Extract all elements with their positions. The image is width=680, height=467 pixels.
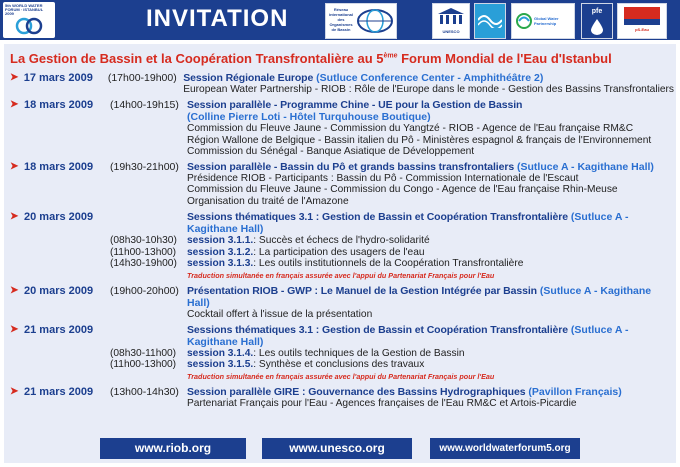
entry-venue: (Sutluce Conference Center - Amphithéâtre 2) [313,72,544,84]
entry-date: 18 mars 2009 [24,99,94,112]
entry-time: (17h00-19h00) [107,72,177,84]
entry-title: Session parallèle - Programme Chine - UE pour la Gestion de Bassin [187,99,523,112]
arrow-icon: ➤ [10,211,19,223]
globe-icon [356,8,394,34]
entry-venue: (Sutluce A - Kagithane Hall) [187,323,629,348]
page-title: INVITATION [146,5,289,32]
translation-note: Traduction simultanée en français assurée avec l'appui du Partenariat Français pour l'Eau [187,371,495,381]
entry-time: (19h00-20h00) [110,284,179,297]
entry-date: 20 mars 2009 [24,211,94,224]
headline [10,51,670,66]
entry-venue: (Pavillon Français) [525,385,622,398]
pfe-logo-text: pfe [591,8,603,15]
gwp-logo-text: Global Water Partnership [534,16,559,26]
entry-title: Session parallèle - Bassin du Pô et grands bassins transfrontaliers [187,161,515,174]
session-desc: : La participation des usagers de l'eau [253,246,425,258]
unesco-link[interactable]: www.unesco.org [262,438,412,459]
agenda-entry [10,72,674,95]
session-desc: : Synthèse et conclusions des travaux [253,359,425,371]
entry-title: Sessions thématiques 3.1 : Gestion de Bassin et Coopération Transfrontalière [187,323,569,336]
session-line [10,247,674,259]
pseau-logo [617,3,667,39]
entry-line: Commission du Fleuve Jaune - Commission du Congo - Agence de l'Eau française Rhin-Meuse [187,184,618,196]
riob-logo-text: Réseau international des Organismes de Bassin [328,7,353,32]
session-id: session 3.1.2. [187,246,254,258]
entry-time: (13h00-14h30) [110,385,179,398]
session-id: session 3.1.5. [187,359,254,371]
entry-title: Présentation RIOB - GWP : Le Manuel de la Gestion Intégrée par Bassin [187,284,537,297]
entry-date: 18 mars 2009 [24,161,94,174]
entry-line: Partenariat Français pour l'Eau - Agences françaises de l'Eau RM&C et Artois-Picardie [187,397,577,409]
entry-title: Session Régionale Europe [183,72,314,84]
headline-suffix: Forum Mondial de l'Eau d'Istanbul [397,51,612,66]
headline-prefix: La Gestion de Bassin et la Coopération Transfrontalière au 5 [10,51,384,66]
pfe-logo [581,3,613,39]
arrow-icon: ➤ [10,323,19,335]
pseau-logo-text: pS-Eau [635,27,649,32]
session-time: (11h00-13h00) [110,246,177,258]
unesco-logo-text: UNESCO [442,29,460,34]
entry-line: Région Wallone de Belgique - Bassin italien du Pô - Ministères espagnol & français de l'Environnement [187,134,652,146]
entry-line: Cocktail offert à l'issue de la présentation [187,308,373,320]
worldwaterforum-link[interactable]: www.worldwaterforum5.org [430,438,580,459]
entry-line: Présidence RIOB - Participants : Bassin du Pô - Commission Internationale de l'Escaut [187,173,579,185]
entry-time: (19h30-21h00) [110,161,179,174]
temple-icon [438,8,464,26]
entry-line: Commission du Sénégal - Banque Asiatique de Développement [187,145,475,157]
translation-note: Traduction simultanée en français assurée avec l'appui du Partenariat Français pour l'Eau [187,270,495,280]
forum-logo-text: 5th WORLD WATER FORUM · ISTANBUL 2009 [5,3,44,16]
arrow-icon: ➤ [10,72,19,83]
entry-line: Commission du Fleuve Jaune - Commission du Yangtzé - RIOB - Agence de l'Eau française RM&C [187,123,634,135]
session-time: (08h30-11h00) [110,347,177,359]
session-line [10,258,674,270]
headline-sup: ème [383,52,398,60]
world-water-forum-logo [3,2,55,38]
entry-title: Session parallèle GIRE : Gouvernance des Bassins Hydrographiques [187,385,526,398]
session-time: (08h30-10h30) [110,235,177,247]
session-id: session 3.1.3. [187,258,254,270]
agenda-entry [10,386,674,409]
entry-time: (14h00-19h15) [110,99,179,112]
riob-logo [325,3,397,39]
session-line [10,359,674,371]
session-time: (11h00-13h00) [110,359,177,371]
session-id: session 3.1.4. [187,347,254,359]
agenda-entry [10,285,674,320]
wave-logo [474,3,506,39]
session-desc: : Les outils techniques de la Gestion de Bassin [253,347,465,359]
entry-venue: (Colline Pierre Loti - Hôtel Turquhouse Boutique) [187,111,431,124]
drop-icon [588,19,606,35]
entry-date: 21 mars 2009 [24,385,94,398]
unesco-logo [432,3,470,39]
arrow-icon: ➤ [10,385,19,397]
agenda-entry [10,211,674,281]
entry-title: Sessions thématiques 3.1 : Gestion de Bassin et Coopération Transfrontalière [187,211,569,224]
agenda-list [10,72,674,413]
agenda-entry [10,324,674,382]
entry-line: Organisation du traité de l'Amazone [187,195,349,207]
session-desc: : Les outils institutionnels de la Coopération Transfrontalière [253,258,524,270]
session-desc: : Succès et échecs de l'hydro-solidarité [253,235,430,247]
entry-venue: (Sutluce A - Kagithane Hall) [187,284,652,309]
agenda-entry [10,99,674,157]
riob-link[interactable]: www.riob.org [100,438,246,459]
entry-date: 21 mars 2009 [24,323,94,336]
entry-date: 17 mars 2009 [23,72,93,84]
entry-venue: (Sutluce A - Kagithane Hall) [187,211,629,236]
session-line [10,235,674,247]
session-time: (14h30-19h00) [110,258,177,270]
arrow-icon: ➤ [10,284,19,296]
session-line [10,348,674,360]
flag-icon [624,7,660,25]
arrow-icon: ➤ [10,99,19,111]
session-id: session 3.1.1. [187,235,254,247]
footer-links [0,436,680,462]
entry-venue: (Sutluce A - Kagithane Hall) [514,161,654,174]
swirl-icon [515,12,533,30]
arrow-icon: ➤ [10,161,19,173]
agenda-entry [10,161,674,207]
header-bar [0,0,680,40]
entry-date: 20 mars 2009 [24,284,94,297]
wave-icon [478,12,502,28]
entry-line: European Water Partnership - RIOB : Rôle de l'Europe dans le monde - Gestion des Bassins Transfrontaliers [183,84,674,95]
water-rings-icon [15,16,43,36]
global-water-partnership-logo [511,3,575,39]
